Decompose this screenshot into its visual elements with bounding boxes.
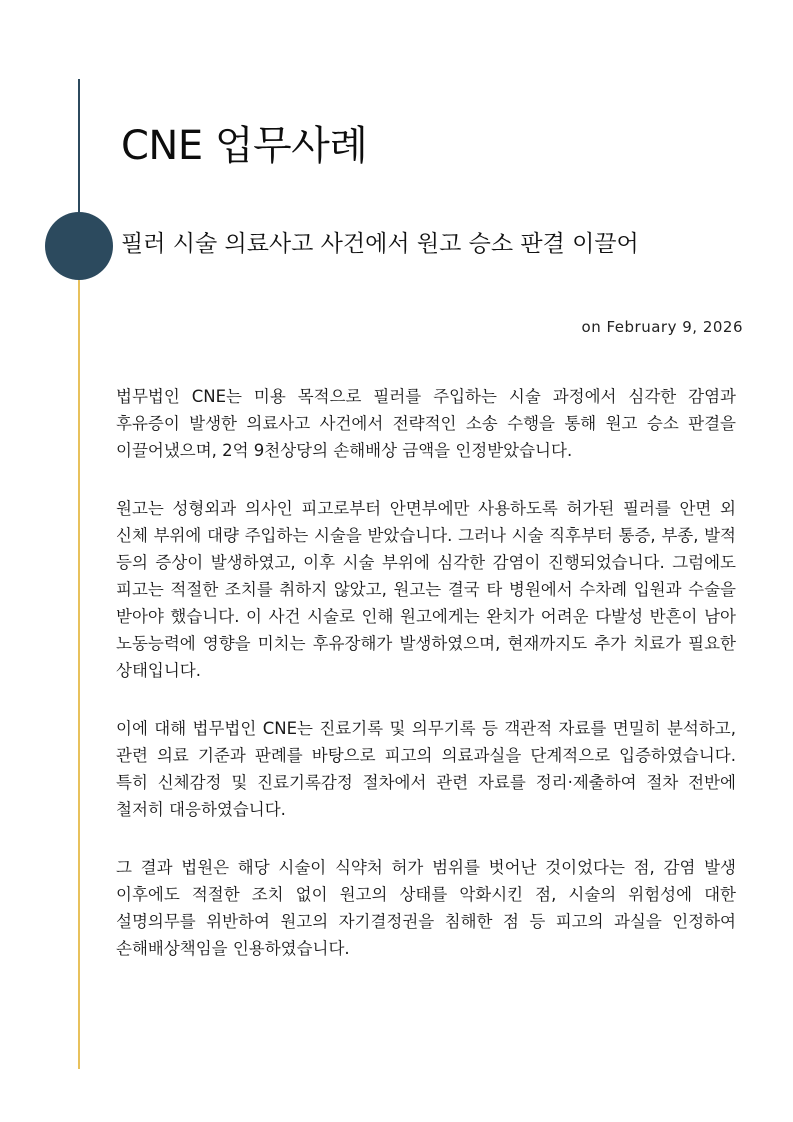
article-body (116, 383, 736, 993)
timeline-line-bottom (78, 251, 80, 1069)
article-headline: 필러 시술 의료사고 사건에서 원고 승소 판결 이끌어 (121, 231, 639, 257)
page-title: CNE 업무사례 (121, 123, 368, 169)
timeline-dot (45, 212, 113, 280)
paragraph-result: 그 결과 법원은 해당 시술이 식약처 허가 범위를 벗어난 것이었다는 점, 감염 발생 이후에도 적절한 조치 없이 원고의 상태를 악화시킨 점, 시술의 위험성에 대한 설명의무를 위반하여 원고의 자기결정권을 침해한 점 등 피고의 과실을 인정하여 손해배상책임을 인용하였습니다. (116, 858, 736, 958)
paragraph-intro: 법무법인 CNE는 미용 목적으로 필러를 주입하는 시술 과정에서 심각한 감염과 후유증이 발생한 의료사고 사건에서 전략적인 소송 수행을 통해 원고 승소 판결을 이끌어냈으며, 2억 9천상당의 손해배상 금액을 인정받았습니다. (116, 387, 736, 460)
paragraph-background: 원고는 성형외과 의사인 피고로부터 안면부에만 사용하도록 허가된 필러를 안면 외 신체 부위에 대량 주입하는 시술을 받았습니다. 그러나 시술 직후부터 통증, 부종, 발적 등의 증상이 발생하였고, 이후 시술 부위에 심각한 감염이 진행되었습니다. 그럼에도 피고는 적절한 조치를 취하지 않았고, 원고는 결국 타 병원에서 수차례 입원과 수술을 받아야 했습니다. 이 사건 시술로 인해 원고에게는 완치가 어려운 다발성 반흔이 남아 노동능력에 영향을 미치는 후유장해가 발생하였으며, 현재까지도 추가 치료가 필요한 상태입니다. (116, 499, 736, 680)
paragraph-response: 이에 대해 법무법인 CNE는 진료기록 및 의무기록 등 객관적 자료를 면밀히 분석하고, 관련 의료 기준과 판례를 바탕으로 피고의 의료과실을 단계적으로 입증하였습니다. 특히 신체감정 및 진료기록감정 절차에서 관련 자료를 정리·제출하여 절차 전반에 철저히 대응하였습니다. (116, 719, 736, 819)
publish-date: on February 9, 2026 (581, 318, 743, 336)
